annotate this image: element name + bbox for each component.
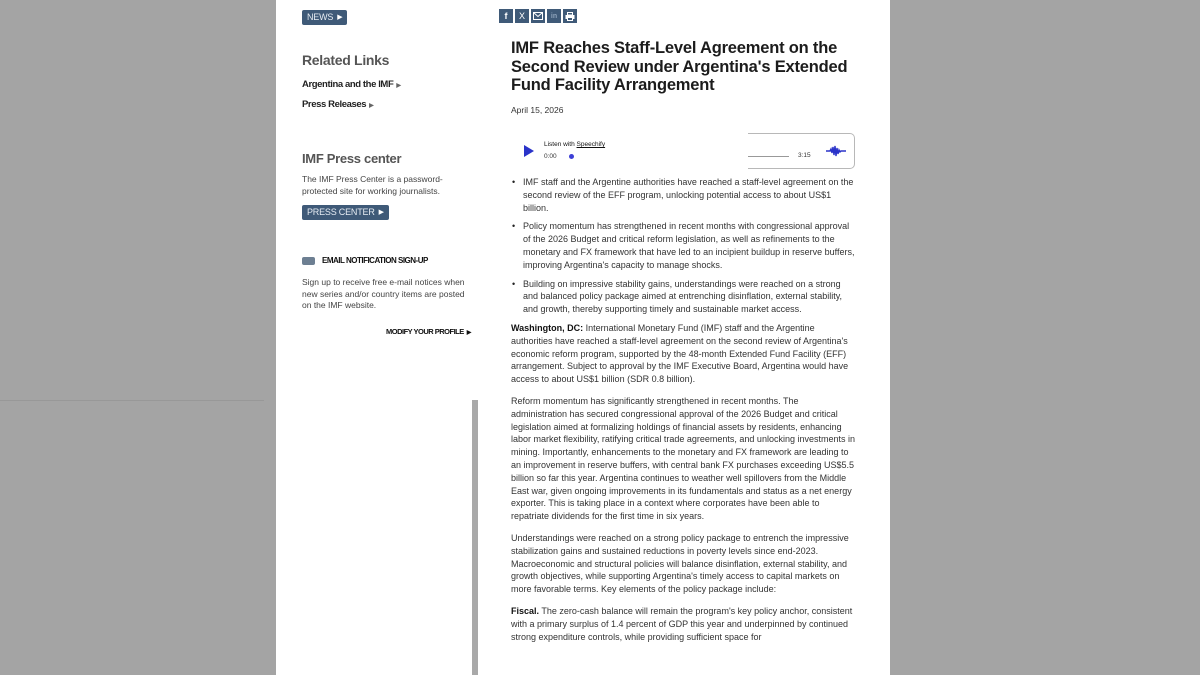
facebook-icon[interactable] (499, 9, 513, 23)
linkedin-glyph: in (550, 12, 558, 20)
paragraph-text: The zero-cash balance will remain the program's key policy anchor, consistent with a primary surplus of 1.4 percent of GDP this year and underpinned by continued strong expenditure controls, while providing sufficient space for (511, 605, 853, 642)
press-center-description: The IMF Press Center is a password-protected site for working journalists. (302, 174, 443, 196)
current-time: 0:00 (544, 153, 557, 160)
article-body (511, 176, 856, 652)
speechify-link[interactable]: Speechify (576, 141, 606, 148)
paragraph-fiscal (511, 605, 856, 643)
modify-profile-link[interactable] (386, 327, 471, 336)
duration: 3:15 (798, 152, 811, 159)
play-icon[interactable] (524, 145, 534, 157)
x-icon[interactable] (515, 9, 529, 23)
related-link-label: Press Releases (302, 99, 367, 110)
email-signup-title: EMAIL NOTIFICATION SIGN-UP (322, 256, 428, 265)
related-link-label: Argentina and the IMF (302, 79, 394, 90)
related-links-title: Related Links (302, 52, 390, 68)
news-button-label: NEWS (307, 12, 334, 22)
share-bar (499, 9, 577, 23)
printer-shape (565, 12, 575, 21)
article-date: April 15, 2026 (511, 105, 564, 115)
progress-track[interactable] (748, 156, 789, 157)
divider (0, 400, 264, 401)
listen-prefix: Listen with (544, 141, 577, 148)
list-item: • Policy momentum has strengthened in recent months with congressional approval of the 2026 Budget and critical reform legislation, as well as refinements to the monetary and FX framework that have led to an incipient buildup in reserve buffers, improving Argentina's capacity to manage shocks. (523, 220, 856, 271)
envelope-shape (533, 12, 543, 20)
email-icon[interactable] (531, 9, 545, 23)
press-center-button[interactable] (302, 205, 389, 220)
x-glyph: X (518, 11, 525, 21)
list-item: • Building on impressive stability gains, understandings were reached on a strong and balanced policy package aimed at entrenching disinflation, external stability, and growth, thereby supporting timely and sustainable market access. (523, 278, 856, 316)
linkedin-icon[interactable] (547, 9, 561, 23)
waveform-icon (826, 145, 846, 157)
triangle-right-icon: ▶ (337, 14, 343, 21)
triangle-right-icon: ▶ (396, 83, 401, 89)
facebook-glyph: f (504, 11, 508, 21)
key-points-list (511, 176, 856, 316)
envelope-icon (302, 257, 315, 265)
paragraph-dateline (511, 322, 856, 386)
listen-with-label (544, 141, 605, 148)
email-signup-description: Sign up to receive free e-mail notices when new series and/or country items are posted on the IMF website. (302, 277, 465, 310)
paragraph-text: International Monetary Fund (IMF) staff and the Argentine authorities have reached a staff-level agreement on the second review of Argentina's economic reform program, supported by the 48-month Extended Fund Facility (EFF) arrangement. Subject to approval by the IMF Executive Board, Argentina would have access to about US$1 billion (SDR 0.8 billion). (511, 322, 849, 385)
email-signup-heading (302, 256, 428, 265)
fiscal-lead: Fiscal. (511, 605, 540, 616)
dateline: Washington, DC: (511, 322, 584, 333)
scrollbar[interactable] (472, 400, 478, 675)
triangle-right-icon: ▶ (378, 209, 384, 216)
related-link-press-releases[interactable] (302, 99, 373, 110)
modify-profile-label: MODIFY YOUR PROFILE (386, 327, 464, 336)
paragraph: Understandings were reached on a strong policy package to entrench the impressive stabilization gains and sustained reductions in poverty levels since end-2023. Macroeconomic and structural policies will balance disinflation, external stability, and growth objectives, while supporting Argentina's timely access to capital markets on more favorable terms. Key elements of the policy package include: (511, 532, 849, 595)
print-icon[interactable] (563, 9, 577, 23)
article-title: IMF Reaches Staff-Level Agreement on the Second Review under Argentina's Extended Fund Facility Arrangement (511, 39, 848, 94)
press-center-button-label: PRESS CENTER (307, 207, 375, 217)
triangle-right-icon: ▶ (369, 103, 374, 109)
news-button[interactable] (302, 10, 347, 25)
press-center-title: IMF Press center (302, 151, 402, 166)
triangle-right-icon: ▶ (466, 330, 471, 336)
audio-player (511, 133, 855, 167)
progress-handle[interactable] (569, 154, 574, 159)
list-item: • IMF staff and the Argentine authorities have reached a staff-level agreement on the second review of the EFF program, unlocking potential access to about US$1 billion. (523, 176, 856, 214)
related-link-argentina[interactable] (302, 79, 401, 90)
paragraph: Reform momentum has significantly strengthened in recent months. The administration has secured congressional approval of the 2026 Budget and critical legislation aimed at formalizing holdings of financial assets by residents, enhancing labor market flexibility, ratifying critical trade agreements, and unlocking investments in mining. Importantly, enhancements to the monetary and FX framework are leading to an improvement in reserve buffers, with central bank FX purchases exceeding US$5.5 billion so far this year. Argentina continues to weather well spillovers from the Middle East war, given ongoing improvements in its fundamentals and status as a net energy exporter. This is taking place in a context where corporates have been able to repatriate dividends for the first time in six years. (511, 395, 855, 522)
